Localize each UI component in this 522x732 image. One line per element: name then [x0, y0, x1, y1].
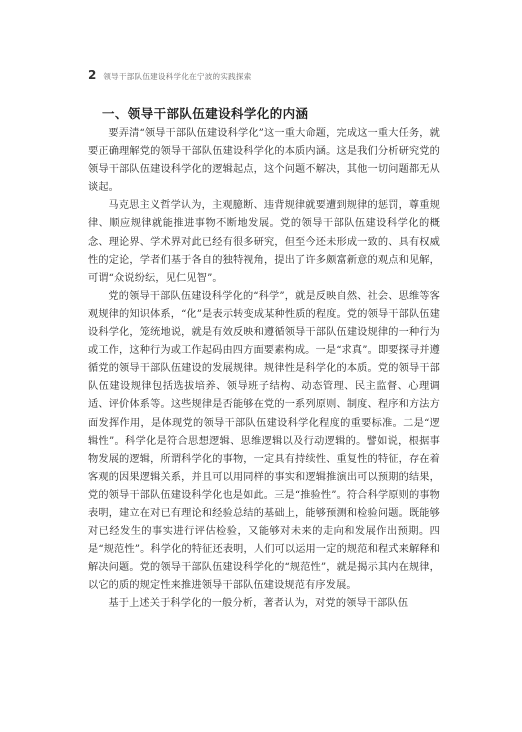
page-number: 2	[88, 68, 97, 82]
paragraph: 基于上述关于科学化的一般分析，著者认为，对党的领导干部队伍	[108, 598, 409, 610]
paragraph: 要弄清“领导干部队伍建设科学化”这一重大命题，完成这一重大任务，就要正确理解党的领导干部队伍建设科学化的本质内涵。这是我们分析研究党的领导干部队伍建设科学化的逻辑起点，这个问题不解决，其他一切问题都无从谈起。	[88, 128, 440, 194]
running-header	[88, 68, 252, 82]
paragraph: 党的领导干部队伍建设科学化的“科学”，就是反映自然、社会、思维等客观规律的知识体系，“化”是表示转变成某种性质的程度。党的领导干部队伍建设科学化，笼统地说，就是有效反映和遵循领导干部队伍建设规律的一种行为或工作，这种行为或工作起码由四方面要素构成。一是“求真”。即要探寻并遵循党的领导干部队伍建设的发展规律。规律性是科学化的本质。党的领导干部队伍建设规律包括选拔培养、领导班子结构、动态管理、民主监督、心理调适、评价体系等。这些规律是否能够在党的一系列原则、制度、程序和方法方面发挥作用，是体现党的领导干部队伍建设科学化程度的重要标准。二是“逻辑性”。科学化是符合思想逻辑、思维逻辑以及行动逻辑的。譬如说，根据事物发展的逻辑，所谓科学化的事物，一定具有持续性、重复性的特征，存在着客观的因果逻辑关系，并且可以用同样的事实和逻辑推演出可以预期的结果，党的领导干部队伍建设科学化也是如此。三是“推验性”。符合科学原则的事物表明，建立在对已有理论和经验总结的基础上，能够预测和检验问题。既能够对已经发生的事实进行评估检验，又能够对未来的走向和发展作出预期。四是“规范性”。科学化的特征还表明，人们可以运用一定的规范和程式来解释和解决问题。党的领导干部队伍建设科学化的“规范性”，就是揭示其内在规律，以它的质的规定性来推进领导干部队伍建设规范有序发展。	[88, 290, 440, 592]
section-title: 一、领导干部队伍建设科学化的内涵	[102, 106, 309, 121]
paragraph: 马克思主义哲学认为，主观臆断、违背规律就要遭到规律的惩罚，尊重规律、顺应规律就能推进事物不断地发展。党的领导干部队伍建设科学化的概念、理论界、学术界对此已经有很多研究，但至今还未形成一致的、具有权威性的定论，学者们基于各自的独特视角，提出了许多颇富新意的观点和见解，可谓“众说纷纭，见仁见智”。	[88, 200, 440, 284]
body-text	[88, 125, 440, 614]
running-title: 领导干部队伍建设科学化在宁波的实践探索	[103, 72, 252, 81]
